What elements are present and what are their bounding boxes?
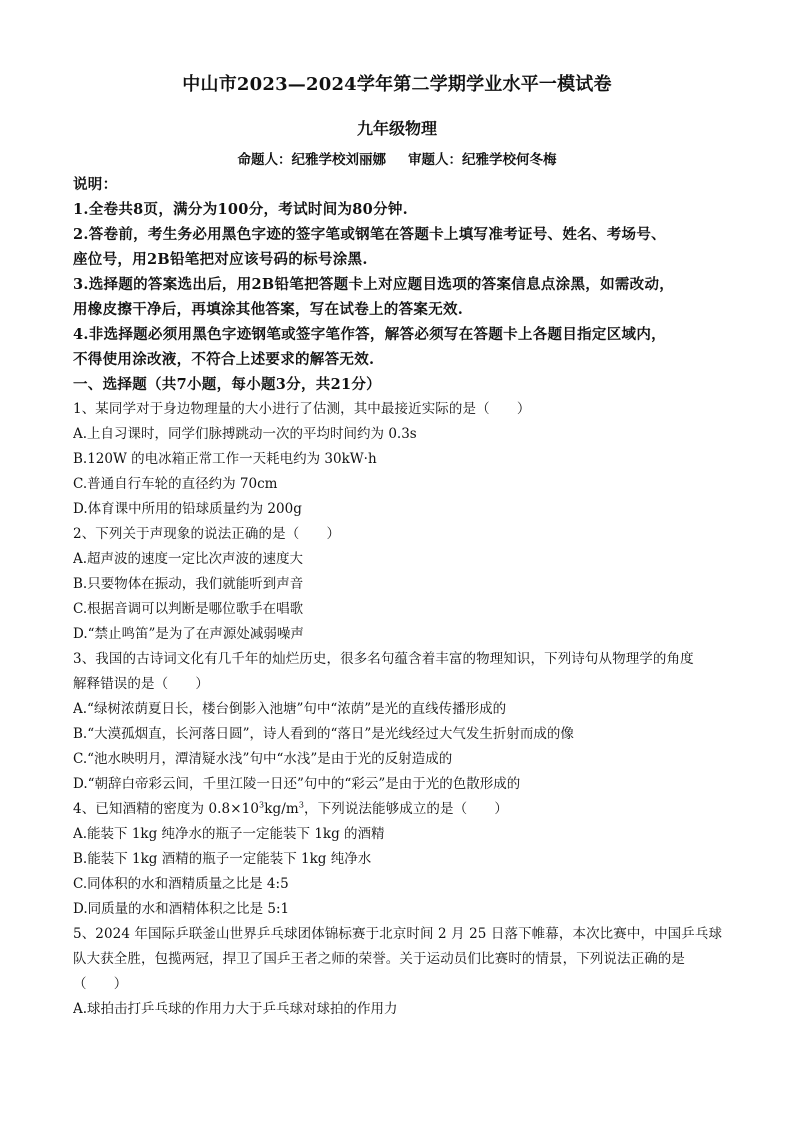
instruction-line: 1.全卷共8页，满分为100分，考试时间为80分钟. — [73, 201, 409, 218]
answer-option: D.“禁止鸣笛”是为了在声源处减弱噪声 — [73, 626, 304, 642]
exam-title: 中山市2023—2024学年第二学期学业水平一模试卷 — [182, 74, 612, 95]
authors-line — [0, 148, 794, 168]
instruction-line: 4.非选择题必须用黑色字迹钢笔或签字笔作答，解答必须写在答题卡上各题目指定区域内， — [73, 326, 666, 343]
instruction-line: 2.答卷前，考生务必用黑色字迹的签字笔或钢笔在答题卡上填写准考证号、姓名、考场号、 — [73, 226, 666, 243]
exponent: 3 — [298, 800, 305, 810]
instruction-line: 3.选择题的答案选出后，用2B铅笔把答题卡上对应题目选项的答案信息点涂黑，如需改动， — [73, 276, 675, 293]
answer-option: C.“池水映明月，潭清疑水浅”句中“水浅”是由于光的反射造成的 — [73, 751, 453, 767]
question-stem: 2、下列关于声现象的说法正确的是（ ） — [73, 526, 341, 542]
section-heading: 一、选择题（共7小题，每小题3分，共21分） — [73, 376, 381, 393]
answer-option: A.超声波的速度一定比次声波的速度大 — [73, 551, 304, 567]
question-stem-continued: 解释错误的是（ ） — [73, 676, 209, 692]
question-stem: 1、某同学对于身边物理量的大小进行了估测，其中最接近实际的是（ ） — [73, 401, 531, 417]
answer-option: A.球拍击打乒乓球的作用力大于乒乓球对球拍的作用力 — [73, 1001, 398, 1017]
instructions-heading: 说明： — [73, 176, 118, 193]
answer-option: B.能装下 1kg 酒精的瓶子一定能装下 1kg 纯净水 — [73, 851, 372, 867]
stem-text: 4、已知酒精的密度为 0.8×10 — [73, 801, 260, 817]
answer-option: C.普通自行车轮的直径约为 70cm — [73, 476, 278, 492]
reviewer: 审题人：纪雅学校何冬梅 — [408, 152, 557, 168]
answer-option: C.同体积的水和酒精质量之比是 4:5 — [73, 876, 289, 892]
answer-option: B.120W 的电冰箱正常工作一天耗电约为 30kW·h — [73, 451, 377, 467]
question-stem: 3、我国的古诗词文化有几千年的灿烂历史，很多名句蕴含着丰富的物理知识，下列诗句从物理学的角度 — [73, 651, 694, 667]
proposer: 命题人：纪雅学校刘丽娜 — [237, 152, 386, 168]
instruction-line: 不得使用涂改液，不符合上述要求的解答无效. — [73, 351, 375, 368]
answer-option: D.体育课中所用的铅球质量约为 200g — [73, 501, 302, 517]
answer-option: B.“大漠孤烟直，长河落日圆”，诗人看到的“落日”是光线经过大气发生折射而成的像 — [73, 726, 574, 742]
stem-unit: kg/m — [264, 801, 299, 817]
exponent: 3 — [259, 800, 265, 810]
instruction-line: 座位号，用2B铅笔把对应该号码的标号涂黑. — [73, 251, 368, 268]
exam-subtitle: 九年级物理 — [356, 119, 437, 138]
exam-content — [73, 172, 723, 1022]
answer-option: A.能装下 1kg 纯净水的瓶子一定能装下 1kg 的酒精 — [73, 826, 385, 842]
answer-option: A.“绿树浓荫夏日长，楼台倒影入池塘”句中“浓荫”是光的直线传播形成的 — [73, 701, 507, 717]
question-stem-continued: （ ） — [73, 976, 128, 992]
answer-option: D.同质量的水和酒精体积之比是 5:1 — [73, 901, 290, 917]
question-stem: 5、2024 年国际乒联釜山世界乒乓球团体锦标赛于北京时间 2 月 25 日落下帷幕，本次比赛中，中国乒乓球 — [73, 926, 723, 942]
stem-text: ，下列说法能够成立的是（ ） — [304, 801, 509, 817]
question-stem-continued: 队大获全胜，包揽两冠，捍卫了国乒王者之师的荣誉。关于运动员们比赛时的情景，下列说法正确的是 — [73, 951, 685, 967]
answer-option: A.上自习课时，同学们脉搏跳动一次的平均时间约为 0.3s — [73, 426, 417, 442]
instruction-line: 用橡皮擦干净后，再填涂其他答案，写在试卷上的答案无效. — [73, 301, 464, 318]
answer-option: B.只要物体在振动，我们就能听到声音 — [73, 576, 304, 592]
answer-option: C.根据音调可以判断是哪位歌手在唱歌 — [73, 601, 304, 617]
answer-option: D.“朝辞白帝彩云间，千里江陵一日还”句中的“彩云”是由于光的色散形成的 — [73, 776, 521, 792]
question-stem — [73, 797, 723, 822]
